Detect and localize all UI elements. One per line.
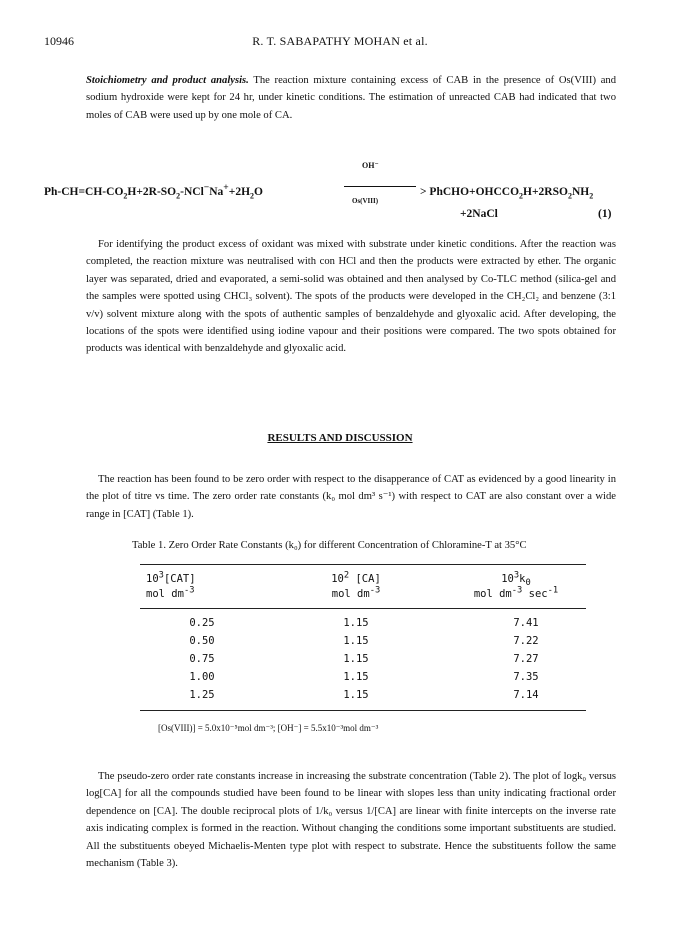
equation-nacl: +2NaCl	[460, 208, 498, 220]
reaction-arrow	[344, 186, 416, 187]
table-caption: Table 1. Zero Order Rate Constants (k₀) for different Concentration of Chloramine-T at 35°C	[132, 540, 527, 551]
equation-catalyst-oh: OH⁻	[362, 161, 379, 170]
table-body	[140, 614, 586, 704]
table-cell-cat: 1.25	[189, 689, 215, 701]
column-header-ca: $10^2$ [CA] mol $dm^{-3}$	[331, 570, 381, 600]
table-cell-k0: 7.22	[513, 635, 539, 647]
table-top-rule	[140, 564, 586, 565]
products-paragraph: For identifying the product excess of oxidant was mixed with substrate under kinetic conditions. After the reaction was completed, the reaction mixture was neutralised with con HCl and then the products were extracted by ether. The organic layer was separated, dried and evaporated, a semi-solid was obtained and then analysed by Co-TLC method (silica-gel and the samples were spotted using CHCl₃ solvent). The spots of the products were developed in the CH₂Cl₂ and benzene (3:1 v/v) solvent mixture along with the spots of authentic samples of benzaldehyde and glyoxalic acid. After developing, the locations of the spots were identified using iodine vapour and their positions were compared. The two spots obtained for products was identical with benzaldehyde and glyoxalic acid.	[86, 239, 616, 355]
equation-number: (1)	[598, 208, 612, 220]
table-row	[140, 686, 586, 704]
stoichiometry-text: The reaction mixture containing excess of CAB in the presence of Os(VIII) and sodium hydroxide were kept for 24 hr, under kinetic conditions. The estimation of unreacted CAB had indicated that two moles of CAB were used up by one mole of CA.	[86, 75, 616, 121]
column-header-cat: $10^3[CAT]$ mol $dm^{-3}$	[146, 570, 196, 600]
equation-catalyst-os: Os(VIII)	[352, 197, 379, 205]
table-cell-k0: 7.14	[513, 689, 539, 701]
table-cell-ca: 1.15	[343, 635, 369, 647]
results-paragraph: The reaction has been found to be zero order with respect to the disapperance of CAT as evidenced by a good linearity in the plot of titre vs time. The zero order rate constants (k₀ mol dm³ s⁻¹) with respect to CAT are also constant over a wide range in [CAT] (Table 1).	[86, 474, 616, 520]
running-title: R. T. SABAPATHY MOHAN et al.	[252, 34, 428, 48]
table-cell-ca: 1.15	[343, 653, 369, 665]
table-cell-k0: 7.35	[513, 671, 539, 683]
table-cell-cat: 1.00	[189, 671, 215, 683]
table-row	[140, 650, 586, 668]
table-cell-k0: 7.41	[513, 617, 539, 629]
table-cell-cat: 0.75	[189, 653, 215, 665]
section-heading: RESULTS AND DISCUSSION	[267, 432, 413, 444]
table-cell-cat: 0.25	[189, 617, 215, 629]
table-row	[140, 632, 586, 650]
table-cell-k0: 7.27	[513, 653, 539, 665]
equation-reactants: $Ph-CH=CH-CO_2H+2R-SO_2-NCl^-Na^++2H_2O$	[44, 182, 263, 201]
table-cell-cat: 0.50	[189, 635, 215, 647]
equation-products: > $PhCHO+OHCCO_2H+2RSO_2NH_2$	[420, 186, 594, 201]
column-header-k0: $10^3k_0$ mol $dm^{-3}$ $\sec^{-1}$	[473, 570, 559, 600]
table-row	[140, 614, 586, 632]
stoichiometry-lead: Stoichiometry and product analysis.	[86, 75, 249, 86]
page-number: 10946	[44, 34, 74, 48]
table-cell-ca: 1.15	[343, 689, 369, 701]
table-footnote: [Os(VIII)] = 5.0x10⁻⁵mol dm⁻³; [OH⁻] = 5.5x10⁻³mol dm⁻³	[158, 723, 379, 733]
table-cell-ca: 1.15	[343, 617, 369, 629]
table-row	[140, 668, 586, 686]
discussion-paragraph: The pseudo-zero order rate constants increase in increasing the substrate concentration (Table 2). The plot of logk₀ versus log[CA] for all the compounds studied have been found to be linear with slopes less than unity indicating fractional order dependence on [CA]. The double reciprocal plots of 1/k₀ versus 1/[CA] are linear with finite intercepts on the inverse rate axis indicating complex is formed in the reaction. Without changing the conditions some important substituents are studied. All the substituents obeyed Michaelis-Menten type plot with respect to substrate. Hence the substituents follow the same mechanism (Table 3).	[86, 771, 616, 870]
table-cell-ca: 1.15	[343, 671, 369, 683]
table-header-rule	[140, 608, 586, 609]
stoichiometry-paragraph	[86, 72, 616, 124]
table-bottom-rule	[140, 710, 586, 711]
